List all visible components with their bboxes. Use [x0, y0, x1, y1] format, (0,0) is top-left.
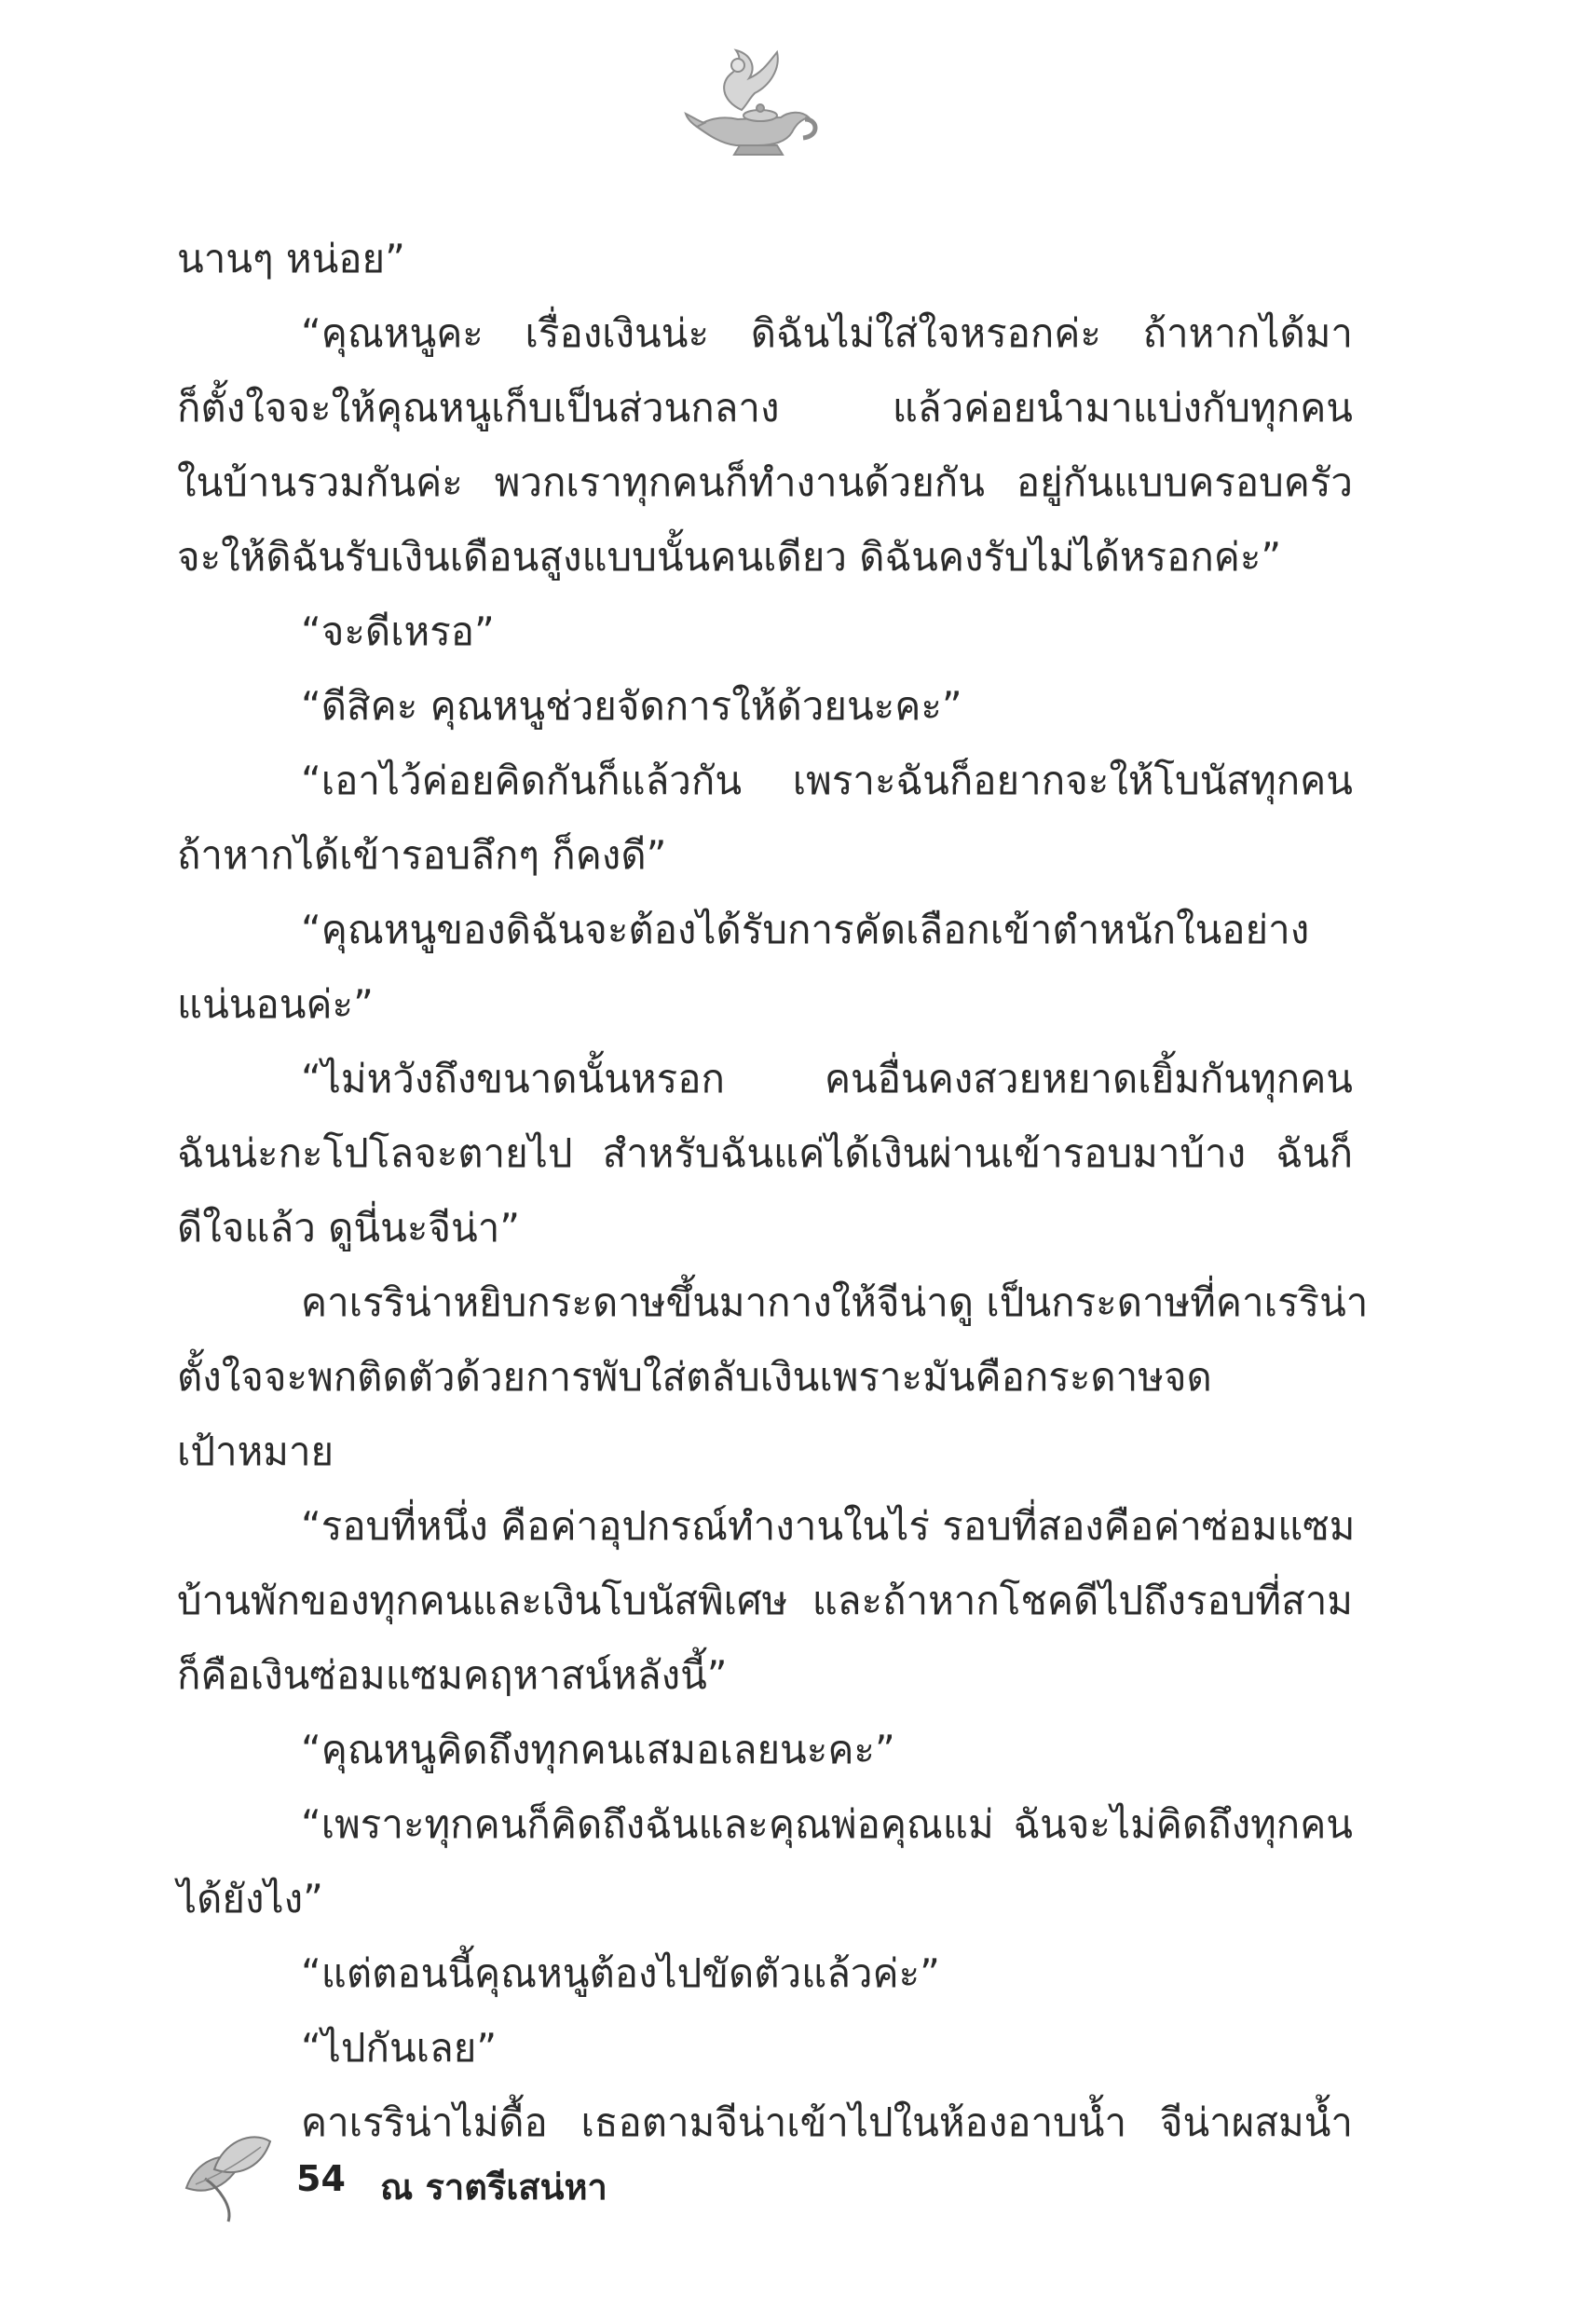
- text-line: คาเรริน่าหยิบกระดาษขึ้นมากางให้จีน่าดู เป็นกระดาษที่คาเรริน่า: [301, 1279, 1369, 1325]
- text-line: “เอาไว้ค่อยคิดกันก็แล้วกัน เพราะฉันก็อยากจะให้โบนัสทุกคน: [301, 758, 1353, 803]
- text-line: ดีใจแล้ว ดูนี่นะจีน่า”: [177, 1205, 521, 1251]
- text-line: “จะดีเหรอ”: [301, 609, 495, 654]
- text-line: ตั้งใจจะพกติดตัวด้วยการพับใส่ตลับเงินเพราะมันคือกระดาษจด: [177, 1354, 1212, 1400]
- text-line: “คุณหนูคิดถึงทุกคนเสมอเลยนะคะ”: [301, 1727, 895, 1772]
- text-line: “คุณหนูของดิฉันจะต้องได้รับการคัดเลือกเข้าตำหนักในอย่าง: [301, 907, 1310, 952]
- text-line: ก็ตั้งใจจะให้คุณหนูเก็บเป็นส่วนกลาง แล้วค่อยนำมาแบ่งกับทุกคน: [177, 385, 1353, 431]
- text-line: นานๆ หน่อย”: [177, 236, 405, 281]
- text-line: “ไปกันเลย”: [301, 2025, 498, 2071]
- text-line: เป้าหมาย: [177, 1429, 334, 1474]
- text-line: “ดีสิคะ คุณหนูช่วยจัดการให้ด้วยนะคะ”: [301, 683, 962, 729]
- page-number: 54: [296, 2158, 346, 2199]
- body-text: [177, 222, 1369, 2160]
- leaf-ornament-icon: [177, 2123, 280, 2225]
- text-line: “แต่ตอนนี้คุณหนูต้องไปขัดตัวแล้วค่ะ”: [301, 1950, 940, 1996]
- text-line: “รอบที่หนึ่ง คือค่าอุปกรณ์ทำงานในไร่ รอบที่สองคือค่าซ่อมแซม: [301, 1503, 1356, 1549]
- text-line: ในบ้านรวมกันค่ะ พวกเราทุกคนก็ทำงานด้วยกัน อยู่กันแบบครอบครัว: [177, 459, 1353, 505]
- text-line: “เพราะทุกคนก็คิดถึงฉันและคุณพ่อคุณแม่ ฉันจะไม่คิดถึงทุกคน: [301, 1801, 1353, 1847]
- text-line: “ไม่หวังถึงขนาดนั้นหรอก คนอื่นคงสวยหยาดเยิ้มกันทุกคน: [301, 1056, 1353, 1101]
- lamp-genie-ornament-icon: [684, 45, 824, 166]
- text-line: คาเรริน่าไม่ดื้อ เธอตามจีน่าเข้าไปในห้องอาบน้ำ จีน่าผสมน้ำ: [301, 2099, 1353, 2145]
- text-line: “คุณหนูคะ เรื่องเงินน่ะ ดิฉันไม่ใส่ใจหรอกค่ะ ถ้าหากได้มา: [301, 310, 1353, 356]
- page-footer: [177, 2123, 736, 2225]
- text-line: ได้ยังไง”: [177, 1876, 323, 1921]
- text-line: จะให้ดิฉันรับเงินเดือนสูงแบบนั้นคนเดียว ดิฉันคงรับไม่ได้หรอกค่ะ”: [177, 534, 1282, 580]
- text-line: ก็คือเงินซ่อมแซมคฤหาสน์หลังนี้”: [177, 1652, 728, 1698]
- text-line: บ้านพักของทุกคนและเงินโบนัสพิเศษ และถ้าหากโชคดีไปถึงรอบที่สาม: [177, 1578, 1353, 1623]
- text-line: แน่นอนค่ะ”: [177, 981, 374, 1027]
- text-line: ฉันน่ะกะโปโลจะตายไป สำหรับฉันแค่ได้เงินผ่านเข้ารอบมาบ้าง ฉันก็: [177, 1130, 1353, 1176]
- book-title: ณ ราตรีเสน่หา: [380, 2167, 607, 2208]
- text-line: ถ้าหากได้เข้ารอบลึกๆ ก็คงดี”: [177, 832, 667, 878]
